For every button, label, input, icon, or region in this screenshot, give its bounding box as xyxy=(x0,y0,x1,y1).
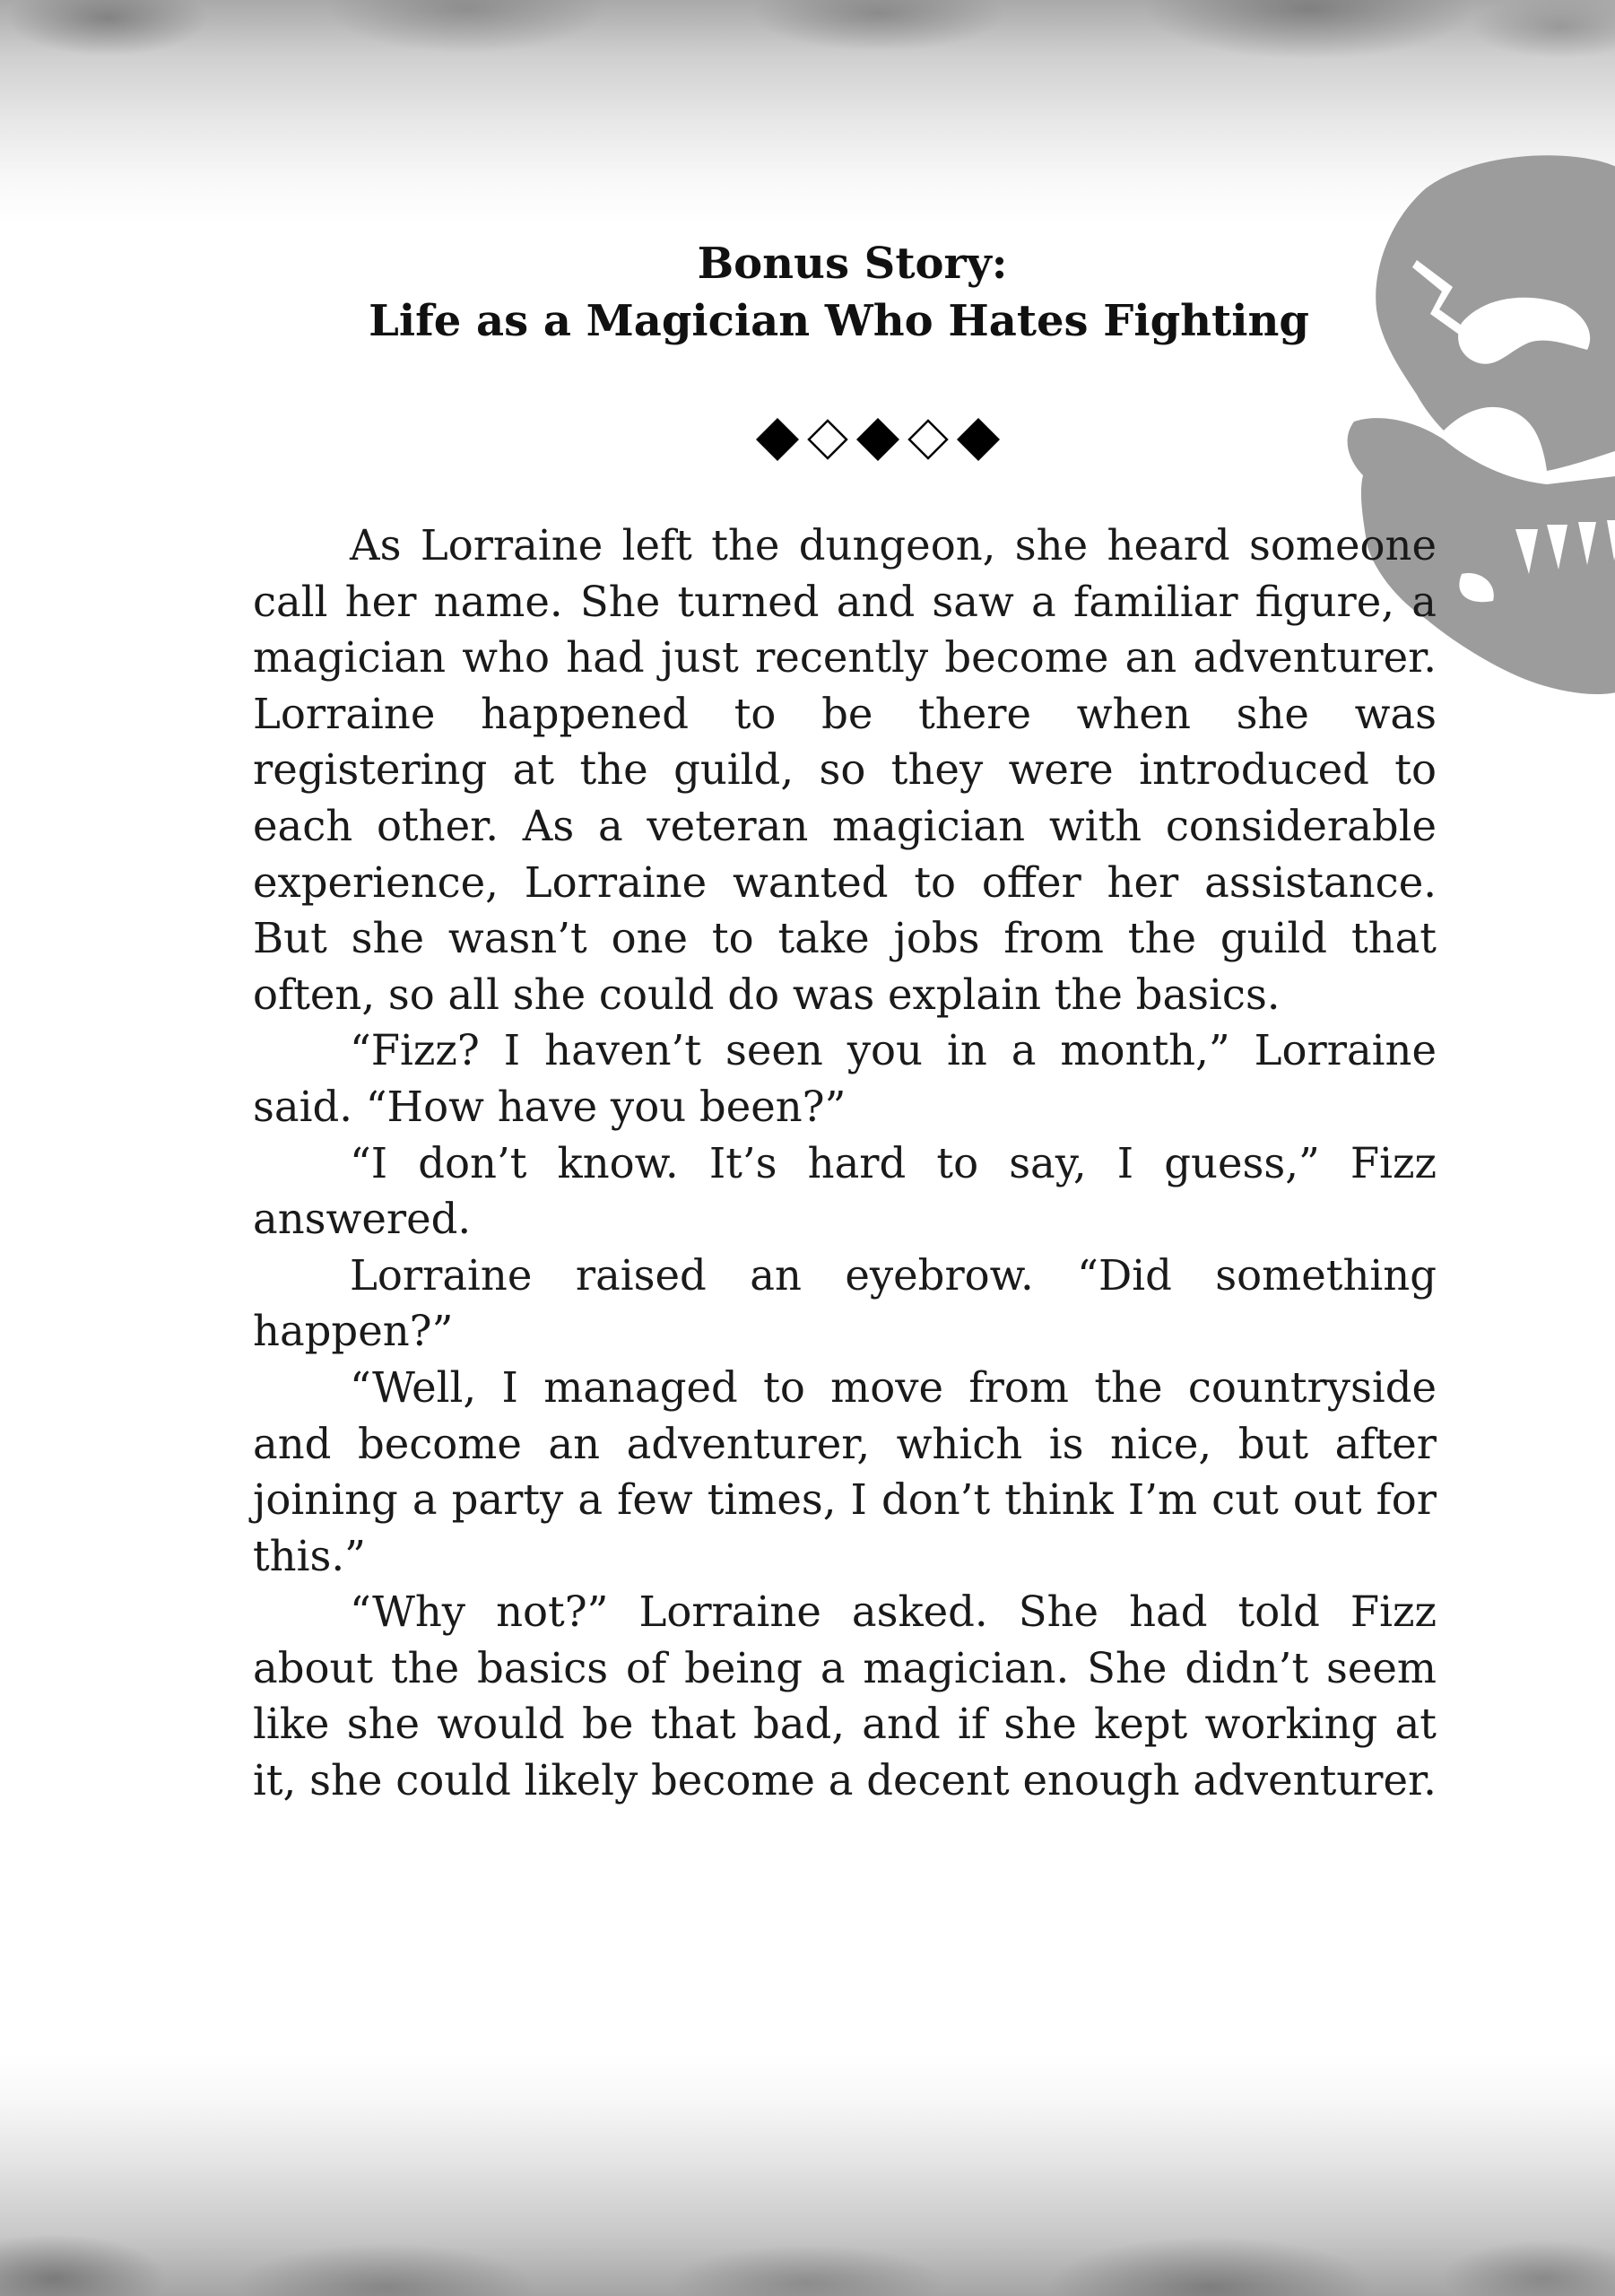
diamond-outline-icon xyxy=(909,421,947,458)
diamond-filled-icon xyxy=(957,418,1000,461)
paragraph: “I don’t know. It’s hard to say, I guess,” Fizz answered. xyxy=(253,1138,1437,1244)
diamond-divider xyxy=(753,413,1022,466)
title-line-2: Life as a Magician Who Hates Fighting xyxy=(369,296,1309,346)
diamond-filled-icon xyxy=(856,418,899,461)
diamond-outline-icon xyxy=(809,421,847,458)
title-line-1: Bonus Story: xyxy=(697,239,1008,289)
paragraph: As Lorraine left the dungeon, she heard someone call her name. She turned and saw a familiar figure, a magician who had just recently become an adventurer. Lorraine happened to be there when she was registering at the guild, so they were introduced to each other. As a veteran magician with considerable experience, Lorraine wanted to offer her assistance. But she wasn’t one to take jobs from the guild that often, so all she could do was explain the basics. xyxy=(253,521,1437,1019)
story-body xyxy=(253,517,1437,1809)
paragraph: “Why not?” Lorraine asked. She had told Fizz about the basics of being a magician. She didn’t seem like she would be that bad, and if she kept working at it, she could likely become a decent enough adventurer. xyxy=(253,1587,1437,1805)
diamond-filled-icon xyxy=(756,418,799,461)
paragraph: “Well, I managed to move from the countryside and become an adventurer, which is nice, but after joining a party a few times, I don’t think I’m cut out for this.” xyxy=(253,1362,1437,1580)
paragraph: Lorraine raised an eyebrow. “Did something happen?” xyxy=(253,1250,1437,1356)
story-title xyxy=(0,235,1615,350)
bottom-grunge-border xyxy=(0,2054,1615,2296)
paragraph: “Fizz? I haven’t seen you in a month,” Lorraine said. “How have you been?” xyxy=(253,1026,1437,1131)
